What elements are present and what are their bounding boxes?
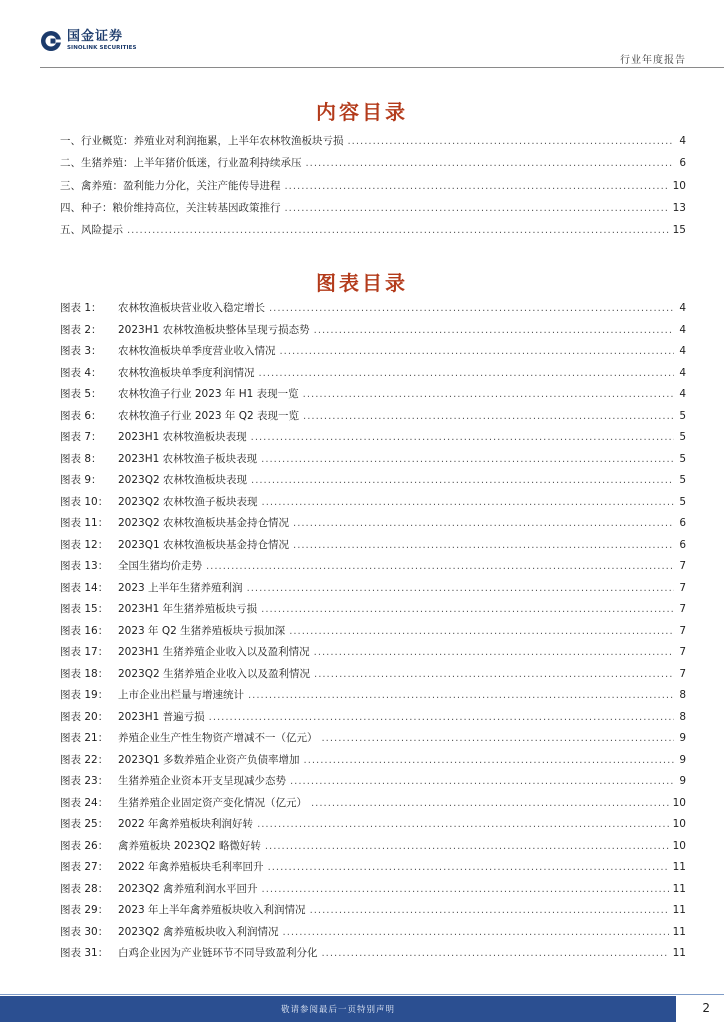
figure-entry-page: 7 [679,667,686,680]
contents-entry[interactable] [60,200,686,222]
contents-entry-page: 6 [679,157,686,170]
figure-entry-page: 11 [672,947,686,959]
figure-entry-label: 图表 4： [60,366,102,379]
figure-entry-text: 2023H1 农林牧渔子板块表现 [118,452,258,465]
leader-dots [206,561,674,572]
page-number: 2 [702,1001,710,1015]
leader-dots [322,733,675,744]
figure-entry-page: 8 [679,710,686,723]
leader-dots [314,325,674,336]
figure-entry-text: 2023H1 年生猪养殖板块亏损 [118,603,258,615]
figure-entry-label: 图表 28： [60,882,109,895]
figure-entry-page: 7 [679,560,686,572]
figure-entry-label: 图表 15： [60,603,109,615]
figure-entry-label: 图表 25： [60,818,109,830]
figure-entry-label: 图表 3： [60,345,102,357]
figure-entry-text: 2023Q2 农林牧渔板块基金持仓情况 [118,517,290,529]
leader-dots [311,798,669,809]
figure-entry-label: 图表 6： [60,409,102,422]
figure-entry-page: 9 [679,753,686,766]
figure-entry-text: 农林牧渔板块营业收入稳定增长 [118,302,265,314]
leader-dots [247,583,674,594]
disclaimer-note: 敬请参阅最后一页特别声明 [280,1005,395,1015]
figure-entry-text: 生猪养殖企业固定资产变化情况（亿元） [118,796,307,809]
figure-entry-label: 图表 22： [60,753,109,766]
figure-entry[interactable] [60,881,686,903]
figure-entry-text: 2023H1 生猪养殖企业收入以及盈利情况 [118,646,310,658]
figure-entry[interactable] [60,773,686,795]
figure-entry-label: 图表 20： [60,710,109,723]
figure-entry-label: 图表 23： [60,775,109,787]
figure-entry-page: 11 [672,882,686,895]
leader-dots [257,819,669,830]
leader-dots [289,626,674,637]
figure-entry[interactable] [60,795,686,817]
figure-entry[interactable] [60,322,686,344]
figure-entry-page: 5 [679,474,686,486]
figure-entry-label: 图表 16： [60,624,109,637]
leader-dots [209,712,674,723]
figure-entry[interactable] [60,429,686,451]
leader-dots [265,841,669,852]
leader-dots [348,136,675,147]
figure-entry-text: 2022 年禽养殖板块利润好转 [118,818,254,830]
figure-entry-page: 5 [679,452,686,465]
figure-entry[interactable] [60,472,686,494]
figure-entry-page: 8 [679,689,686,701]
figure-entry-text: 2023Q2 农林牧渔子板块表现 [118,495,258,508]
figure-entry-label: 图表 13： [60,560,109,572]
figure-entry-label: 图表 8： [60,452,102,465]
leader-dots [310,905,669,916]
figure-entry[interactable] [60,580,686,602]
figure-entry[interactable] [60,515,686,537]
figure-entry[interactable] [60,343,686,365]
figure-entry[interactable] [60,408,686,430]
page-header [0,0,724,68]
figure-entry-page: 10 [672,818,686,830]
contents-entry[interactable] [60,222,686,244]
contents-entry[interactable] [60,133,686,155]
figure-entry-label: 图表 12： [60,538,109,551]
logo-chinese-name: 国金证券 [67,29,124,44]
company-logo [40,30,137,52]
figure-entry-page: 9 [679,775,686,787]
figure-entry[interactable] [60,816,686,838]
leader-dots [293,540,674,551]
leader-dots [304,755,674,766]
figure-entry-text: 2023 年 Q2 生猪养殖板块亏损加深 [118,624,286,637]
figures-list [60,300,686,967]
contents-entry[interactable] [60,155,686,177]
leader-dots [293,518,674,529]
leader-dots [269,303,674,314]
figure-entry-text: 禽养殖板块 2023Q2 略微好转 [118,839,261,852]
figure-entry[interactable] [60,687,686,709]
figure-entry-label: 图表 1： [60,302,102,314]
leader-dots [322,948,669,959]
leader-dots [314,647,674,658]
leader-dots [303,389,674,400]
figure-entry-label: 图表 19： [60,689,109,701]
figure-entry-text: 2023Q1 农林牧渔板块基金持仓情况 [118,538,290,551]
figure-entry-page: 4 [679,345,686,357]
figure-entry-page: 4 [679,388,686,400]
figure-entry-page: 7 [679,646,686,658]
figure-entry[interactable] [60,494,686,516]
figure-entry[interactable] [60,924,686,946]
figure-entry-label: 图表 31： [60,947,109,959]
figure-entry-label: 图表 26： [60,839,109,852]
figure-entry-text: 2023H1 普遍亏损 [118,710,205,723]
figure-entry[interactable] [60,558,686,580]
figure-entry-page: 4 [679,323,686,336]
footer-divider [0,994,724,995]
sinolink-logo-icon [40,30,62,52]
figure-entry-label: 图表 2： [60,323,102,336]
figure-entry[interactable] [60,838,686,860]
figure-entry-label: 图表 14： [60,581,109,594]
figure-entry-text: 农林牧渔板块单季度利润情况 [118,366,255,379]
figure-entry-text: 白鸡企业因为产业链环节不同导致盈利分化 [118,947,318,959]
leader-dots [261,604,674,615]
figure-entry-page: 10 [672,839,686,852]
figure-entry-label: 图表 5： [60,388,102,400]
leader-dots [280,346,675,357]
figure-entry-label: 图表 10： [60,495,109,508]
figure-entry[interactable] [60,623,686,645]
leader-dots [259,368,675,379]
figure-entry-text: 2023Q1 多数养殖企业资产负债率增加 [118,753,300,766]
contents-entry-page: 10 [672,179,686,192]
figure-entry-page: 5 [679,431,686,443]
figure-entry-label: 图表 30： [60,925,109,938]
figure-entry-page: 11 [672,861,686,873]
figure-entry-text: 2023H1 农林牧渔板块整体呈现亏损态势 [118,323,310,336]
figure-entry-label: 图表 27： [60,861,109,873]
figure-entry-page: 7 [679,603,686,615]
leader-dots [306,158,675,169]
figure-entry-text: 农林牧渔板块单季度营业收入情况 [118,345,276,357]
figure-entry-page: 4 [679,366,686,379]
contents-entry[interactable] [60,178,686,200]
figure-entry[interactable] [60,601,686,623]
leader-dots [127,225,669,236]
figure-entry-label: 图表 18： [60,667,109,680]
contents-entry-text: 三、禽养殖：盈利能力分化，关注产能传导进程 [60,179,281,192]
figure-entry-text: 农林牧渔子行业 2023 年 Q2 表现一览 [118,409,300,422]
contents-entry-text: 五、风险提示 [60,224,123,237]
leader-dots [251,475,674,486]
figure-entry-page: 10 [672,796,686,809]
figure-entry-page: 11 [672,925,686,938]
figure-entry-page: 6 [679,538,686,551]
figure-entry-page: 7 [679,581,686,594]
figure-entry[interactable] [60,730,686,752]
figure-entry[interactable] [60,752,686,774]
leader-dots [303,411,674,422]
figure-entry[interactable] [60,300,686,322]
logo-english-name: SINOLINK SECURITIES [67,45,137,51]
leader-dots [262,497,674,508]
figure-entry[interactable] [60,365,686,387]
figure-entry-text: 农林牧渔子行业 2023 年 H1 表现一览 [118,388,299,400]
figure-entry[interactable] [60,451,686,473]
figure-entry-page: 11 [672,904,686,916]
figure-entry[interactable] [60,537,686,559]
figure-entry-text: 全国生猪均价走势 [118,560,202,572]
figure-entry-page: 7 [679,624,686,637]
figure-entry-page: 6 [679,517,686,529]
figure-entry-text: 养殖企业生产性生物资产增减不一（亿元） [118,732,318,744]
figure-entry[interactable] [60,709,686,731]
leader-dots [290,776,674,787]
contents-entry-page: 15 [672,224,686,237]
figure-entry-page: 5 [679,495,686,508]
figure-entry-label: 图表 11： [60,517,109,529]
contents-entry-text: 一、行业概览：养殖业对利润拖累，上半年农林牧渔板块亏损 [60,135,344,147]
report-type-label: 行业年度报告 [620,55,686,66]
header-divider [40,67,724,68]
figure-entry-text: 2022 年禽养殖板块毛利率回升 [118,861,264,873]
figure-entry-text: 2023Q2 禽养殖板块收入利润情况 [118,925,279,938]
contents-entry-text: 二、生猪养殖：上半年猪价低迷，行业盈利持续承压 [60,157,302,170]
figure-entry[interactable] [60,386,686,408]
leader-dots [251,432,674,443]
figure-entry[interactable] [60,666,686,688]
contents-title: 内容目录 [316,100,408,124]
contents-entry-page: 4 [679,135,686,147]
figure-entry-label: 图表 29： [60,904,109,916]
figure-entry-label: 图表 24： [60,796,109,809]
leader-dots [285,181,669,192]
figure-entry[interactable] [60,902,686,924]
figure-entry-text: 2023 上半年生猪养殖利润 [118,581,243,594]
figure-entry-page: 4 [679,302,686,314]
figure-entry-page: 9 [679,732,686,744]
figure-entry-label: 图表 9： [60,474,102,486]
figure-entry-text: 2023Q2 生猪养殖企业收入以及盈利情况 [118,667,311,680]
figure-entry-text: 生猪养殖企业资本开支呈现减少态势 [118,775,286,787]
figure-entry-text: 2023Q2 禽养殖利润水平回升 [118,882,258,895]
contents-entry-page: 13 [672,201,686,214]
figure-entry-text: 2023H1 农林牧渔板块表现 [118,431,247,443]
leader-dots [262,884,669,895]
figure-entry[interactable] [60,945,686,967]
figures-title: 图表目录 [316,271,408,295]
leader-dots [261,454,674,465]
leader-dots [268,862,669,873]
figure-entry-text: 2023 年上半年禽养殖板块收入利润情况 [118,904,306,916]
leader-dots [283,927,669,938]
contents-entry-text: 四、种子：粮价维持高位，关注转基因政策推行 [60,201,281,214]
contents-list [60,133,686,244]
figure-entry-label: 图表 21： [60,732,109,744]
leader-dots [248,690,674,701]
leader-dots [285,203,669,214]
figure-entry-text: 上市企业出栏量与增速统计 [118,689,244,701]
figure-entry-label: 图表 7： [60,431,102,443]
figure-entry-label: 图表 17： [60,646,109,658]
figure-entry[interactable] [60,644,686,666]
figure-entry[interactable] [60,859,686,881]
leader-dots [314,669,674,680]
figure-entry-text: 2023Q2 农林牧渔板块表现 [118,474,248,486]
figure-entry-page: 5 [679,409,686,422]
